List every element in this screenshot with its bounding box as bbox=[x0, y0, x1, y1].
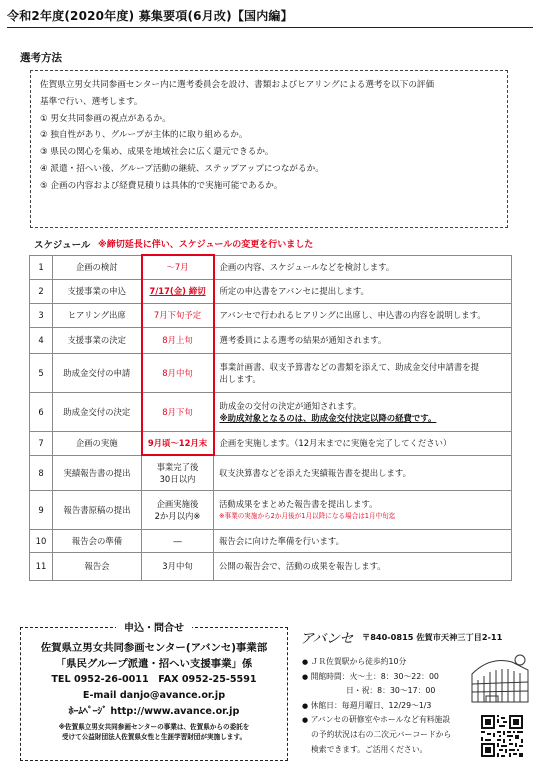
table-row bbox=[30, 431, 512, 455]
step-number: 6 bbox=[30, 392, 53, 431]
criterion-item: ⑤ 企画の内容および経費見積りは具体的で実施可能であるか。 bbox=[40, 180, 283, 191]
step-timing: 7月下旬予定 bbox=[142, 303, 214, 327]
step-item: 実績報告書の提出 bbox=[53, 455, 142, 490]
step-number: 9 bbox=[30, 490, 53, 529]
criterion-item: ② 独自性があり、グループが主体的に取り組めるか。 bbox=[40, 130, 248, 141]
selection-criteria-box bbox=[30, 70, 508, 228]
reservation-line: の予約状況は右の二次元バーコードから bbox=[311, 729, 452, 739]
selection-intro: 佐賀県立男女共同参画センター内に選考委員会を設け、書類およびヒアリングによる選考を以下の評価 bbox=[40, 80, 435, 90]
step-item: 報告会の準備 bbox=[53, 529, 142, 552]
schedule-table bbox=[29, 254, 512, 581]
facility-address: 〒840-0815 佐賀市天神三丁目2-11 bbox=[362, 632, 503, 642]
page-title: 令和2年度(2020年度) 募集要項(6月改)【国内編】 bbox=[7, 9, 293, 23]
contact-email[interactable]: E-mail danjo@avance.or.jp bbox=[82, 690, 226, 701]
step-number: 11 bbox=[30, 552, 53, 580]
contact-box bbox=[20, 623, 288, 761]
step-description bbox=[214, 392, 512, 431]
table-row bbox=[30, 279, 512, 303]
table-row bbox=[30, 353, 512, 392]
qr-code[interactable] bbox=[481, 715, 523, 757]
schedule-heading: スケジュール bbox=[34, 240, 91, 251]
table-row bbox=[30, 392, 512, 431]
step-number: 7 bbox=[30, 431, 53, 455]
criterion-item: ① 男女共同参画の視点があるか。 bbox=[40, 113, 171, 124]
hours-label: 開館時間： bbox=[310, 671, 350, 681]
step-item: ヒアリング出席 bbox=[53, 303, 142, 327]
bullet-icon: ● bbox=[302, 701, 309, 710]
report-deadline-note: ※事業の実施から2か月後が1月以降になる場合は1月中旬迄 bbox=[219, 511, 396, 520]
step-number: 5 bbox=[30, 353, 53, 392]
building-illustration bbox=[468, 652, 532, 706]
description-line: 事業計画書、収支予算書などの書類を添えて、助成金交付申請書を提 bbox=[219, 361, 479, 372]
description-line: 活動成果をまとめた報告書を提出します。 bbox=[219, 498, 378, 509]
contact-organization: 佐賀県立男女共同参画センター(アバンセ)事業部 bbox=[40, 642, 268, 654]
step-timing: ― bbox=[142, 529, 214, 552]
step-timing: 8月下旬 bbox=[142, 392, 214, 431]
bullet-icon: ● bbox=[302, 658, 309, 666]
reservation-line: 検索できます。ご活用ください。 bbox=[311, 744, 428, 754]
step-number: 1 bbox=[30, 255, 53, 279]
step-item: 企画の検討 bbox=[53, 255, 142, 279]
bullet-icon: ● bbox=[302, 716, 309, 725]
criterion-item: ④ 派遣・招へい後、グループ活動の継続、ステップアップにつながるか。 bbox=[40, 163, 324, 174]
schedule-change-notice: ※締切延長に伴い、スケジュールの変更を行いました bbox=[98, 240, 314, 250]
step-item: 支援事業の申込 bbox=[53, 279, 142, 303]
step-timing: 8月中旬 bbox=[142, 353, 214, 392]
step-description: 企画を実施します。（12月末までに実施を完了してください） bbox=[214, 431, 512, 455]
deadline-text: 7/17(金) 締切 bbox=[149, 286, 206, 296]
step-number: 2 bbox=[30, 279, 53, 303]
timing-line: 企画実施後 bbox=[156, 498, 199, 509]
description-line: 助成金の交付の決定が通知されます。 bbox=[219, 400, 362, 411]
step-item: 報告書原稿の提出 bbox=[53, 490, 142, 529]
step-timing: ～7月 bbox=[142, 255, 214, 279]
eligibility-note: ※助成対象となるのは、助成金交付決定以降の経費です。 bbox=[219, 412, 437, 423]
contact-note-line: 受けて公益財団法人佐賀県女性と生涯学習財団が実施します。 bbox=[61, 733, 247, 741]
step-description: 報告会に向けた準備を行います。 bbox=[214, 529, 512, 552]
step-description: 所定の申込書をアバンセに提出します。 bbox=[214, 279, 512, 303]
table-row bbox=[30, 303, 512, 327]
table-row bbox=[30, 455, 512, 490]
description-line: 出します。 bbox=[219, 373, 261, 384]
contact-homepage[interactable]: ﾎｰﾑﾍﾟｰｼﾞ http://www.avance.or.jp bbox=[68, 706, 240, 717]
access-text: ＪＲ佐賀駅から徒歩約10分 bbox=[310, 657, 407, 666]
title-divider bbox=[7, 27, 533, 28]
table-row bbox=[30, 529, 512, 552]
step-number: 3 bbox=[30, 303, 53, 327]
step-item: 助成金交付の申請 bbox=[53, 353, 142, 392]
step-item: 支援事業の決定 bbox=[53, 327, 142, 353]
table-row bbox=[30, 552, 512, 580]
step-number: 4 bbox=[30, 327, 53, 353]
step-description bbox=[214, 353, 512, 392]
table-row bbox=[30, 327, 512, 353]
closed-text: 休館日：毎週月曜日、12/29～1/3 bbox=[310, 700, 432, 710]
hours-holiday: 日・祝：8：30～17：00 bbox=[346, 686, 436, 696]
step-number: 10 bbox=[30, 529, 53, 552]
step-item: 助成金交付の決定 bbox=[53, 392, 142, 431]
step-timing bbox=[142, 455, 214, 490]
step-timing bbox=[142, 490, 214, 529]
contact-program: 「県民グループ派遣・招へい支援事業」係 bbox=[55, 658, 253, 670]
step-timing: 8月上旬 bbox=[142, 327, 214, 353]
step-item: 企画の実施 bbox=[53, 431, 142, 455]
step-timing: 3月中旬 bbox=[142, 552, 214, 580]
selection-heading: 選考方法 bbox=[20, 52, 62, 64]
timing-line: 事業完了後 bbox=[156, 461, 199, 472]
criterion-item: ③ 県民の関心を集め、成果を地域社会に広く還元できるか。 bbox=[40, 147, 274, 158]
contact-phone-fax: TEL 0952-26-0011 FAX 0952-25-5591 bbox=[51, 674, 257, 685]
hours-weekday: 火～土：8：30～22：00 bbox=[349, 671, 439, 681]
bullet-icon: ● bbox=[302, 672, 309, 681]
contact-note bbox=[21, 722, 287, 742]
timing-line: 2か月以内※ bbox=[154, 510, 201, 521]
step-number: 8 bbox=[30, 455, 53, 490]
timing-line: 30日以内 bbox=[159, 473, 196, 484]
avance-logo: アバンセ bbox=[300, 631, 353, 647]
step-item: 報告会 bbox=[53, 552, 142, 580]
contact-note-line: ※佐賀県立男女共同参画センターの事業は、佐賀県からの委託を bbox=[58, 723, 250, 731]
table-row bbox=[30, 255, 512, 279]
step-description: 収支決算書などを添えた実績報告書を提出します。 bbox=[214, 455, 512, 490]
contact-details bbox=[21, 640, 287, 720]
step-description: 公開の報告会で、活動の成果を報告します。 bbox=[214, 552, 512, 580]
step-timing bbox=[142, 279, 214, 303]
step-description bbox=[214, 490, 512, 529]
step-timing: 9月頃～12月末 bbox=[142, 431, 214, 455]
step-description: アバンセで行われるヒアリングに出席し、申込書の内容を説明します。 bbox=[214, 303, 512, 327]
step-description: 企画の内容、スケジュールなどを検討します。 bbox=[214, 255, 512, 279]
step-description: 選考委員による選考の結果が通知されます。 bbox=[214, 327, 512, 353]
reservation-text: アバンセの研修室やホールなど有料施設 bbox=[310, 715, 451, 725]
table-row bbox=[30, 490, 512, 529]
selection-intro: 基準で行い、選考します。 bbox=[40, 96, 143, 107]
contact-title-text: 申込・問合せ bbox=[116, 623, 192, 634]
contact-title bbox=[21, 619, 287, 634]
